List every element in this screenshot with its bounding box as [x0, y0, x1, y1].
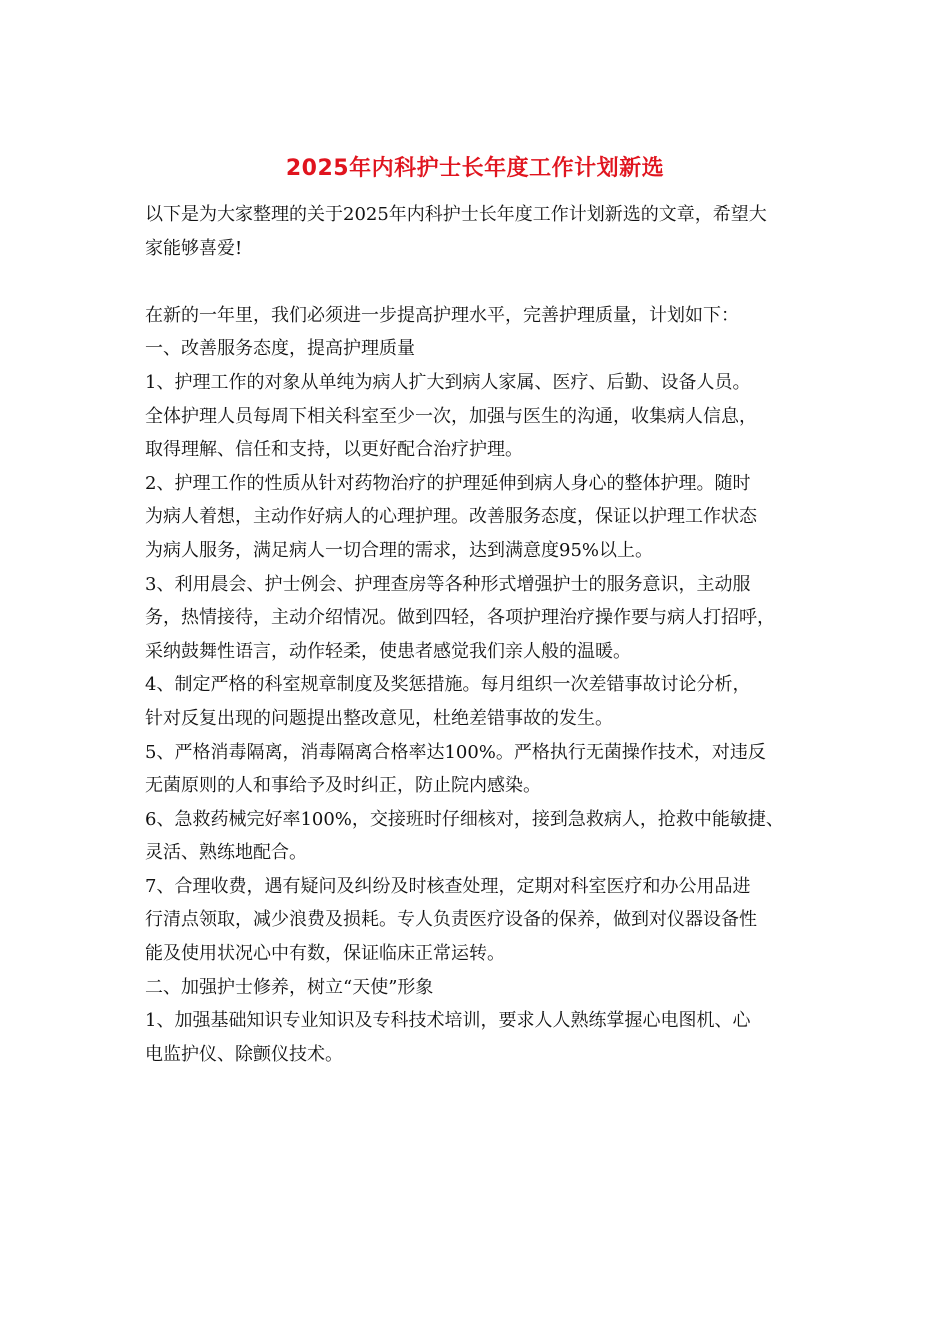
paragraph-plan-intro	[145, 299, 815, 333]
text-line: 取得理解、信任和支持，以更好配合治疗护理。	[145, 439, 523, 461]
text-line: 4、制定严格的科室规章制度及奖惩措施。每月组织一次差错事故讨论分析，	[145, 674, 751, 696]
text-line: 1、护理工作的对象从单纯为病人扩大到病人家属、医疗、后勤、设备人员。	[145, 371, 751, 393]
list-item-2-1	[145, 1004, 815, 1071]
text-line: 家能够喜爱!	[145, 237, 243, 259]
text-line: 采纳鼓舞性语言，动作轻柔，使患者感觉我们亲人般的温暖。	[145, 640, 631, 662]
section-heading-1	[145, 332, 815, 366]
blank-line	[145, 265, 815, 299]
text-line: 5、严格消毒隔离，消毒隔离合格率达100%。严格执行无菌操作技术，对违反	[145, 741, 766, 763]
text-line: 2、护理工作的性质从针对药物治疗的护理延伸到病人身心的整体护理。随时	[145, 472, 751, 494]
list-item-1	[145, 366, 815, 467]
intro-paragraph	[145, 198, 815, 265]
text-line: 能及使用状况心中有数，保证临床正常运转。	[145, 943, 505, 965]
list-item-5	[145, 736, 815, 803]
text-line: 6、急救药械完好率100%，交接班时仔细核对，接到急救病人，抢救中能敏捷、	[145, 808, 784, 830]
text-line: 无菌原则的人和事给予及时纠正，防止院内感染。	[145, 775, 541, 797]
text-line: 全体护理人员每周下相关科室至少一次，加强与医生的沟通，收集病人信息，	[145, 405, 757, 427]
text-line: 行清点领取，减少浪费及损耗。专人负责医疗设备的保养，做到对仪器设备性	[145, 909, 757, 931]
list-item-3	[145, 568, 815, 669]
text-line: 以下是为大家整理的关于2025年内科护士长年度工作计划新选的文章，希望大	[145, 204, 767, 225]
document-body	[145, 198, 815, 1071]
document-title: 2025年内科护士长年度工作计划新选	[285, 156, 665, 181]
text-line: 务，热情接待，主动介绍情况。做到四轻，各项护理治疗操作要与病人打招呼，	[145, 607, 775, 629]
text-line: 电监护仪、除颤仪技术。	[145, 1043, 343, 1065]
list-item-4	[145, 668, 815, 735]
text-line: 1、加强基础知识专业知识及专科技术培训，要求人人熟练掌握心电图机、心	[145, 1010, 751, 1032]
text-line: 二、加强护士修养，树立“天使”形象	[145, 976, 434, 998]
list-item-7	[145, 870, 815, 971]
text-line: 灵活、熟练地配合。	[145, 842, 307, 864]
list-item-6	[145, 803, 815, 870]
text-line: 针对反复出现的问题提出整改意见，杜绝差错事故的发生。	[145, 707, 613, 729]
text-line: 一、改善服务态度，提高护理质量	[145, 338, 415, 360]
section-heading-2	[145, 971, 815, 1005]
text-line: 7、合理收费，遇有疑问及纠纷及时核查处理，定期对科室医疗和办公用品进	[145, 875, 751, 897]
text-line: 为病人服务，满足病人一切合理的需求，达到满意度95%以上。	[145, 539, 654, 561]
list-item-2	[145, 467, 815, 568]
text-line: 在新的一年里，我们必须进一步提高护理水平，完善护理质量，计划如下：	[145, 304, 739, 326]
text-line: 为病人着想，主动作好病人的心理护理。改善服务态度，保证以护理工作状态	[145, 506, 757, 528]
text-line: 3、利用晨会、护士例会、护理查房等各种形式增强护士的服务意识，主动服	[145, 573, 751, 595]
